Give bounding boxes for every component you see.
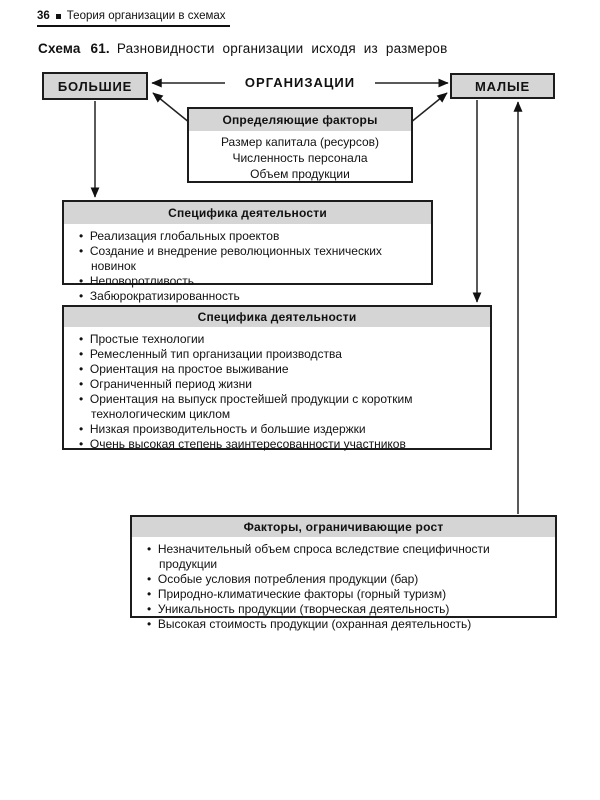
list-item: • Неповоротливость xyxy=(79,274,423,289)
list-item: • Природно-климатические факторы (горный туризм) xyxy=(147,587,547,602)
panel-large-specifics-title: Специфика деятельности xyxy=(64,202,431,224)
scheme-name: Разновидности организации исходя из размеров xyxy=(116,41,448,56)
panel-large-specifics xyxy=(62,200,433,303)
panel-small-specifics xyxy=(62,305,492,450)
arrow-factors-to-large xyxy=(153,93,190,123)
list-item: • Очень высокая степень заинтересованности участников xyxy=(79,437,482,452)
list-item: • Ограниченный период жизни xyxy=(79,377,482,392)
list-item: • Особые условия потребления продукции (бар) xyxy=(147,572,547,587)
large-specifics-list xyxy=(64,229,431,304)
scheme-caption xyxy=(38,41,448,56)
panel-defining-factors xyxy=(187,107,413,183)
list-item: • Уникальность продукции (творческая деятельность) xyxy=(147,602,547,617)
list-item: Размер капитала (ресурсов) xyxy=(220,135,380,149)
scheme-number: Схема 61. xyxy=(38,41,110,56)
organizations-label: ОРГАНИЗАЦИИ xyxy=(225,75,375,90)
list-item: • Низкая производительность и большие издержки xyxy=(79,422,482,437)
list-item: • Ориентация на выпуск простейшей продукции с коротким технологическим циклом xyxy=(79,392,482,422)
square-bullet-icon xyxy=(56,14,61,19)
list-item: • Простые технологии xyxy=(79,332,482,347)
defining-factors-list xyxy=(189,134,411,182)
node-large: БОЛЬШИЕ xyxy=(42,72,148,100)
list-item: • Создание и внедрение революционных технических новинок xyxy=(79,244,423,274)
list-item: • Незначительный объем спроса вследствие специфичности продукции xyxy=(147,542,547,572)
running-head-title: Теория организации в схемах xyxy=(66,10,226,22)
panel-small-specifics-title: Специфика деятельности xyxy=(64,307,490,327)
list-item: • Реализация глобальных проектов xyxy=(79,229,423,244)
list-item: • Ориентация на простое выживание xyxy=(79,362,482,377)
arrow-factors-to-small xyxy=(410,93,447,123)
page-number: 36 xyxy=(37,10,50,22)
node-small: МАЛЫЕ xyxy=(450,73,555,99)
panel-limiting-factors-title: Факторы, ограничивающие рост xyxy=(132,517,555,537)
list-item: Численность персонала xyxy=(232,151,368,165)
panel-limiting-factors xyxy=(130,515,557,631)
list-item: Объем продукции xyxy=(250,167,350,181)
running-head xyxy=(37,10,230,27)
list-item: • Ремесленный тип организации производства xyxy=(79,347,482,362)
list-item: • Забюрократизированность xyxy=(79,289,423,304)
limiting-factors-list xyxy=(132,542,555,632)
panel-defining-factors-title: Определяющие факторы xyxy=(189,109,411,131)
small-specifics-list xyxy=(64,332,490,452)
list-item: • Высокая стоимость продукции (охранная деятельность) xyxy=(147,617,547,632)
